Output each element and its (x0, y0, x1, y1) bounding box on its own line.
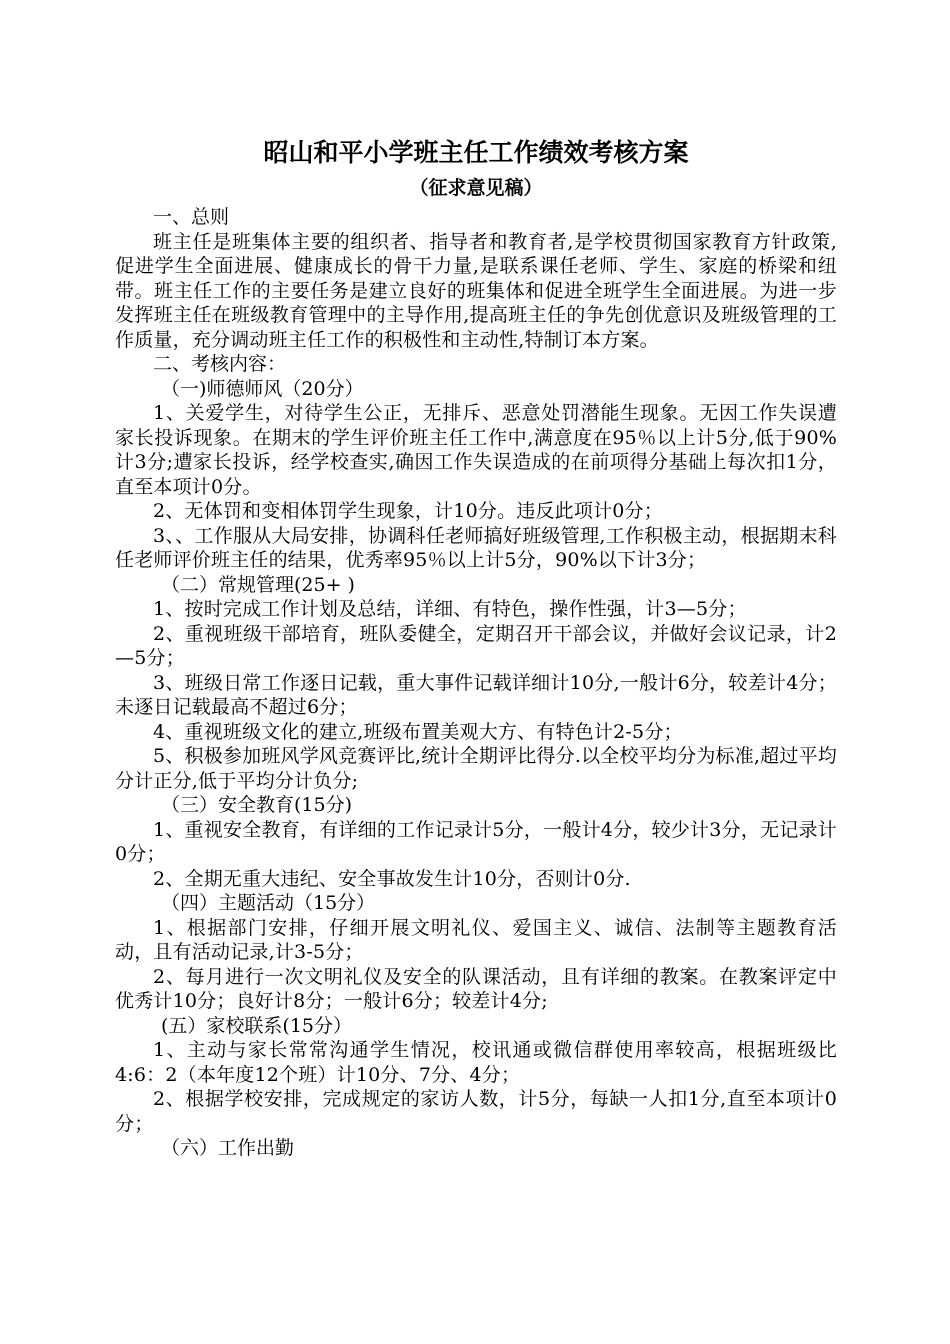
safety-item-2: 2、全期无重大违纪、安全事故发生计10分，否则计0分. (153, 867, 631, 890)
theme-item-2: 2、每月进行一次文明礼仪及安全的队课活动，且有详细的教案。在教案评定中优秀计10分；良好计8分；一般计6分；较差计4分; (115, 965, 837, 1012)
theme-item-1: 1、根据部门安排，仔细开展文明礼仪、爱国主义、诚信、法制等主题教育活动，且有活动记录,计3-5分； (115, 916, 837, 963)
section-heading-content: 二、考核内容： (153, 353, 287, 375)
ethics-item-2: 2、无体罚和变相体罚学生现象，计10分。违反此项计0分； (153, 500, 663, 522)
home-school-item-2: 2、根据学校安排，完成规定的家访人数，计5分，每缺一人扣1分,直至本项计0分； (115, 1088, 837, 1135)
ethics-item-1: 1、关爱学生，对待学生公正，无排斥、恶意处罚潜能生现象。无因工作失误遭家长投诉现象。在期末的学生评价班主任工作中,满意度在95％以上计5分,低于90%计3分;遭家长投诉，经学校查实,确因工作失误造成的在前项得分基础上每次扣1分，直至本项计0分。 (115, 402, 837, 498)
routine-item-5: 5、积极参加班风学风竞赛评比,统计全期评比得分.以全校平均分为标准,超过平均分计正分,低于平均分计负分; (115, 745, 837, 792)
document-blocks (115, 205, 837, 1161)
safety-item-1: 1、重视安全教育，有详细的工作记录计5分，一般计4分，较少计3分，无记录计0分； (115, 818, 837, 865)
subsection-heading-routine: （二）常规管理(25+ ) (161, 573, 355, 596)
routine-item-4: 4、重视班级文化的建立,班级布置美观大方、有特色计2-5分； (153, 720, 683, 743)
routine-item-1: 1、按时完成工作计划及总结，详细、有特色，操作性强，计3—5分； (153, 598, 747, 620)
general-paragraph: 班主任是班集体主要的组织者、指导者和教育者,是学校贯彻国家教育方针政策,促进学生全面进展、健康成长的骨干力量,是联系课任老师、学生、家庭的桥梁和纽带。班主任工作的主要任务是建立良好的班集体和促进全班学生全面进展。为进一步发挥班主任在班级教育管理中的主导作用,提高班主任的争先创优意识及班级管理的工作质量，充分调动班主任工作的积极性和主动性,特制订本方案。 (115, 230, 837, 351)
section-heading-general: 一、总则 (153, 206, 230, 228)
home-school-item-1: 1、主动与家长常常沟通学生情况，校讯通或微信群使用率较高，根据班级比4:6：2（本年度12个班）计10分、7分、4分； (115, 1039, 837, 1086)
document-title: 昭山和平小学班主任工作绩效考核方案 (263, 138, 689, 167)
subsection-heading-home-school: (五）家校联系(15分） (161, 1014, 353, 1037)
subsection-heading-ethics: （一)师德师风（20分） (161, 377, 364, 400)
document-body (115, 133, 837, 1161)
document-subtitle: （征求意见稿） (409, 177, 543, 199)
subsection-heading-safety: （三）安全教育(15分) (161, 794, 353, 816)
routine-item-3: 3、班级日常工作逐日记载，重大事件记载详细计10分,一般计6分，较差计4分；未逐日记载最高不超过6分； (115, 671, 837, 718)
ethics-item-3: 3、、工作服从大局安排，协调科任老师搞好班级管理,工作积极主动，根据期末科任老师评价班主任的结果，优秀率95％以上计5分，90%以下计3分； (115, 524, 837, 571)
subsection-heading-attendance: （六）工作出勤 (161, 1137, 295, 1159)
routine-item-2: 2、重视班级干部培育，班队委健全，定期召开干部会议，并做好会议记录，计2—5分； (115, 622, 837, 669)
subsection-heading-theme: （四）主题活动（15分） (161, 892, 376, 914)
